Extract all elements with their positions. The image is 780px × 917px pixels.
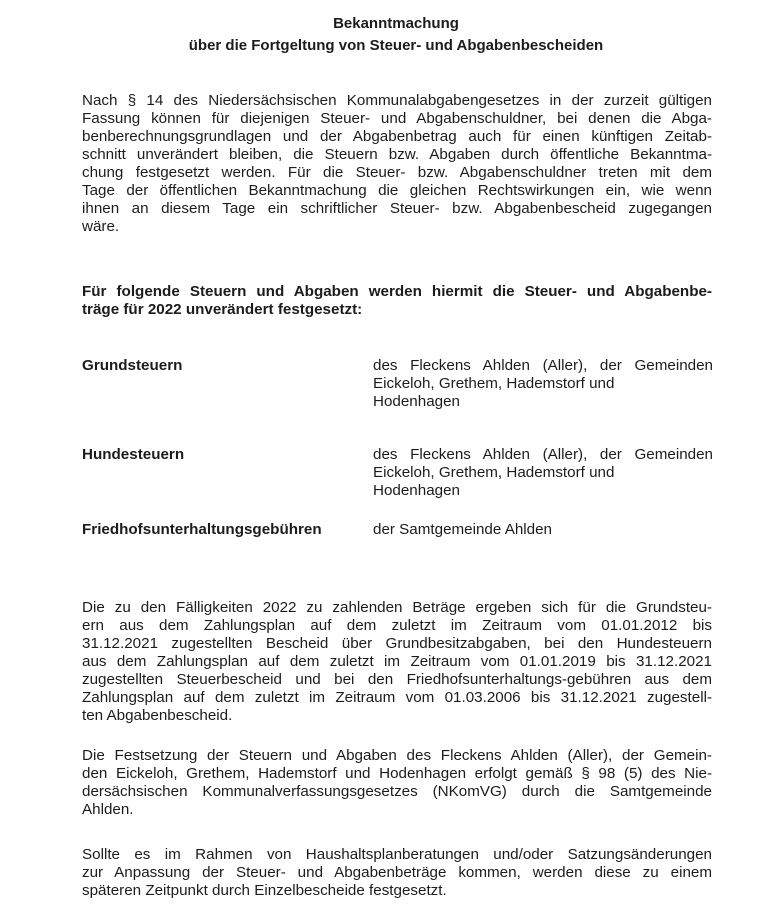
- title-line-2: über die Fortgeltung von Steuer- und Abgabenbescheiden: [188, 37, 604, 54]
- text-line: aus dem Zahlungsplan auf dem zuletzt im Zeitraum vom 01.01.2019 bis 31.12.2021: [82, 653, 712, 670]
- budget-paragraph: [82, 846, 712, 900]
- text-line: chung festgesetzt werden. Für die Steuer- bzw. Abgabenschuldner treten mit dem: [82, 164, 712, 181]
- text-line: des Fleckens Ahlden (Aller), der Gemeinden: [373, 357, 713, 374]
- text-line: Die Festsetzung der Steuern und Abgaben des Fleckens Ahlden (Aller), der Gemein-: [82, 747, 712, 764]
- heading-line: träge für 2022 unverändert festgesetzt:: [82, 301, 363, 318]
- text-line: späteren Zeitpunkt durch Einzelbescheide festgesetzt.: [82, 882, 447, 899]
- text-line: wäre.: [82, 218, 120, 235]
- text-line: Hodenhagen: [373, 393, 460, 410]
- text-line: Eickeloh, Grethem, Hademstorf und: [373, 375, 615, 392]
- text-line: dersächsischen Kommunalverfassungsgesetzes (NKomVG) durch die Samtgemeinde: [82, 783, 712, 800]
- text-line: Hodenhagen: [373, 482, 460, 499]
- text-line: 31.12.2021 zugestellten Bescheid über Grundbesitzabgaben, bei den Hundesteuern: [82, 635, 712, 652]
- page-title: [0, 13, 780, 57]
- tax-label: Grundsteuern: [82, 357, 183, 374]
- text-line: Zahlungsplan auf dem zuletzt im Zeitraum vom 01.03.2006 bis 31.12.2021 zugestell-: [82, 689, 712, 706]
- tax-description: [373, 521, 713, 539]
- text-line: ern aus dem Zahlungsplan auf dem zuletzt im Zeitraum vom 01.01.2012 bis: [82, 617, 712, 634]
- text-line: zugestellten Steuerbescheid und bei den Friedhofsunterhaltungs-gebühren aus dem: [82, 671, 712, 688]
- text-line: Tage der öffentlichen Bekanntmachung die gleichen Rechtswirkungen ein, wie wenn: [82, 182, 712, 199]
- text-line: Ahlden.: [82, 801, 134, 818]
- intro-paragraph: [82, 92, 712, 236]
- tax-description: [373, 357, 713, 411]
- tax-description: [373, 446, 713, 500]
- assessment-paragraph: [82, 747, 712, 819]
- tax-label: Hundesteuern: [82, 446, 185, 463]
- text-line: ten Abgabenbescheid.: [82, 707, 233, 724]
- text-line: des Fleckens Ahlden (Aller), der Gemeinden: [373, 446, 713, 463]
- text-line: Fassung können für diejenigen Steuer- und Abgabenschuldner, bei denen die Abga-: [82, 110, 712, 127]
- text-line: Sollte es im Rahmen von Haushaltsplanberatungen und/oder Satzungsänderungen: [82, 846, 712, 863]
- text-line: schnitt unverändert bleiben, die Steuern bzw. Abgaben durch öffentliche Bekanntma-: [82, 146, 712, 163]
- text-line: benberechnungsgrundlagen und der Abgabenbetrag auch für einen künftigen Zeitab-: [82, 128, 712, 145]
- tax-label: Friedhofsunterhaltungsgebühren: [82, 521, 322, 538]
- text-line: Die zu den Fälligkeiten 2022 zu zahlenden Beträge ergeben sich für die Grundsteu-: [82, 599, 712, 616]
- text-line: ihnen an diesem Tage ein schriftlicher Steuer- bzw. Abgabenbescheid zugegangen: [82, 200, 712, 217]
- title-line-1: Bekanntmachung: [333, 15, 459, 32]
- text-line: zur Anpassung der Steuer- und Abgabenbeträge kommen, werden diese zu einem: [82, 864, 712, 881]
- heading-line: Für folgende Steuern und Abgaben werden hiermit die Steuer- und Abgabenbe-: [82, 283, 712, 300]
- text-line: Eickeloh, Grethem, Hademstorf und: [373, 464, 615, 481]
- text-line: der Samtgemeinde Ahlden: [373, 521, 552, 538]
- text-line: den Eickeloh, Grethem, Hademstorf und Hodenhagen erfolgt gemäß § 98 (5) des Nie-: [82, 765, 712, 782]
- text-line: Nach § 14 des Niedersächsischen Kommunalabgabengesetzes in der zurzeit gültigen: [82, 92, 712, 109]
- section-heading: [82, 283, 712, 319]
- due-amounts-paragraph: [82, 599, 712, 725]
